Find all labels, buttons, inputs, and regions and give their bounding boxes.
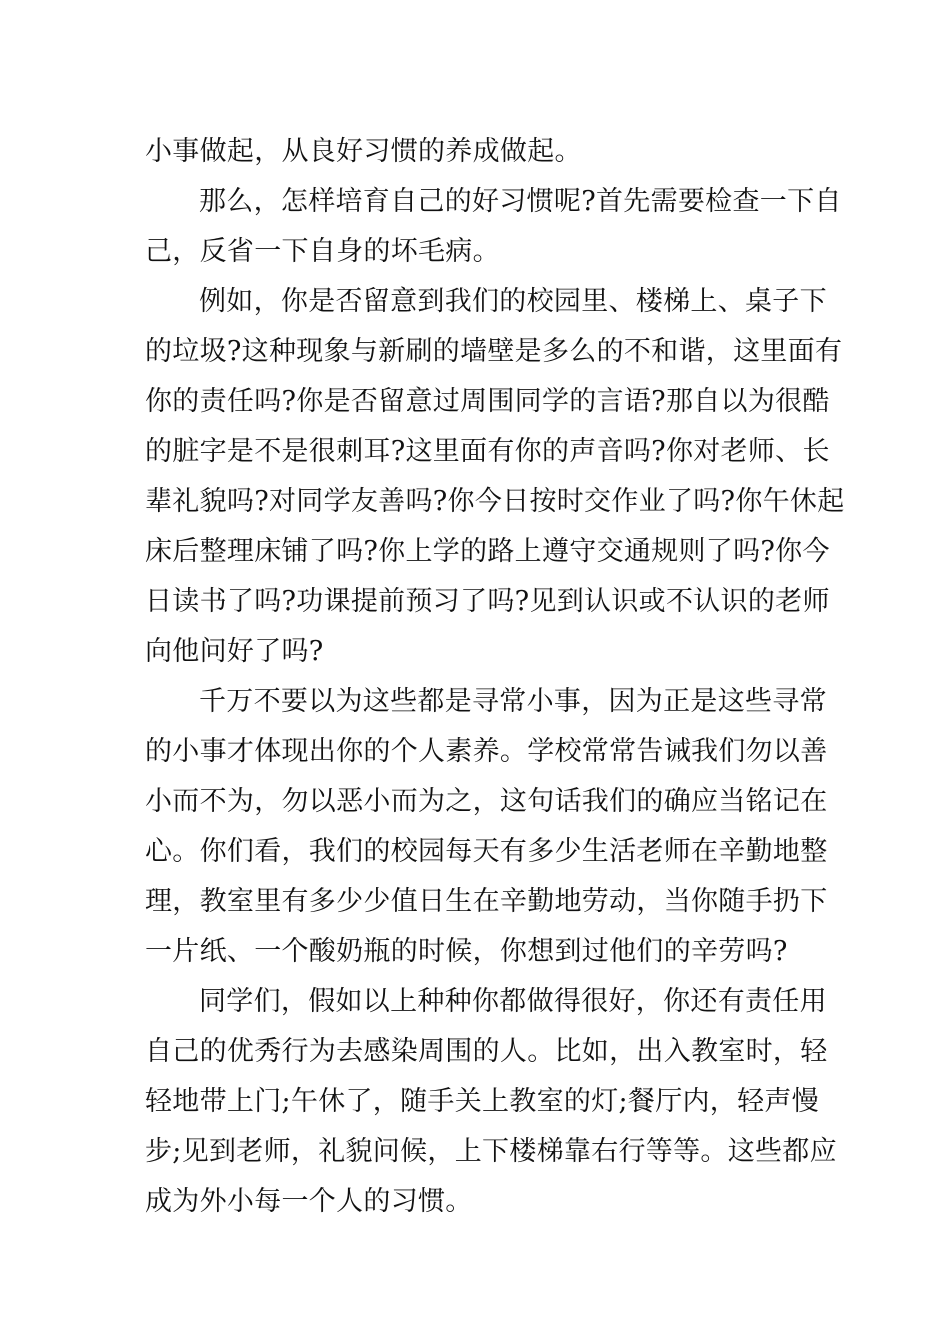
text-line: 床后整理床铺了吗?你上学的路上遵守交通规则了吗?你今: [145, 536, 830, 567]
text-line: 一片纸、一个酸奶瓶的时候，你想到过他们的辛劳吗?: [145, 936, 788, 967]
text-line: 小而不为，勿以恶小而为之，这句话我们的确应当铭记在: [145, 786, 828, 817]
text-line: 例如，你是否留意到我们的校园里、楼梯上、桌子下: [199, 286, 827, 317]
text-line: 自己的优秀行为去感染周围的人。比如，出入教室时，轻: [145, 1036, 828, 1067]
text-line: 成为外小每一个人的习惯。: [145, 1186, 473, 1217]
text-line: 轻地带上门;午休了，随手关上教室的灯;餐厅内，轻声慢: [145, 1086, 819, 1117]
text-line: 小事做起，从良好习惯的养成做起。: [145, 136, 582, 167]
text-line: 的小事才体现出你的个人素养。学校常常告诫我们勿以善: [145, 736, 828, 767]
text-line: 己，反省一下自身的坏毛病。: [145, 236, 500, 267]
text-line: 向他问好了吗?: [145, 636, 324, 667]
text-line: 辈礼貌吗?对同学友善吗?你今日按时交作业了吗?你午休起: [145, 486, 845, 517]
text-line: 步;见到老师，礼貌问候，上下楼梯靠右行等等。这些都应: [145, 1136, 837, 1167]
text-line: 你的责任吗?你是否留意过周围同学的言语?那自以为很酷: [145, 386, 830, 417]
text-line: 的脏字是不是很刺耳?这里面有你的声音吗?你对老师、长: [145, 436, 830, 467]
text-line: 同学们，假如以上种种你都做得很好，你还有责任用: [199, 986, 827, 1017]
text-line: 心。你们看，我们的校园每天有多少生活老师在辛勤地整: [145, 836, 828, 867]
text-line: 的垃圾?这种现象与新刷的墙壁是多么的不和谐，这里面有: [145, 336, 843, 367]
text-line: 那么，怎样培育自己的好习惯呢?首先需要检查一下自: [199, 186, 842, 217]
text-line: 日读书了吗?功课提前预习了吗?见到认识或不认识的老师: [145, 586, 830, 617]
text-line: 理，教室里有多少少值日生在辛勤地劳动，当你随手扔下: [145, 886, 828, 917]
text-line: 千万不要以为这些都是寻常小事，因为正是这些寻常: [199, 686, 827, 717]
